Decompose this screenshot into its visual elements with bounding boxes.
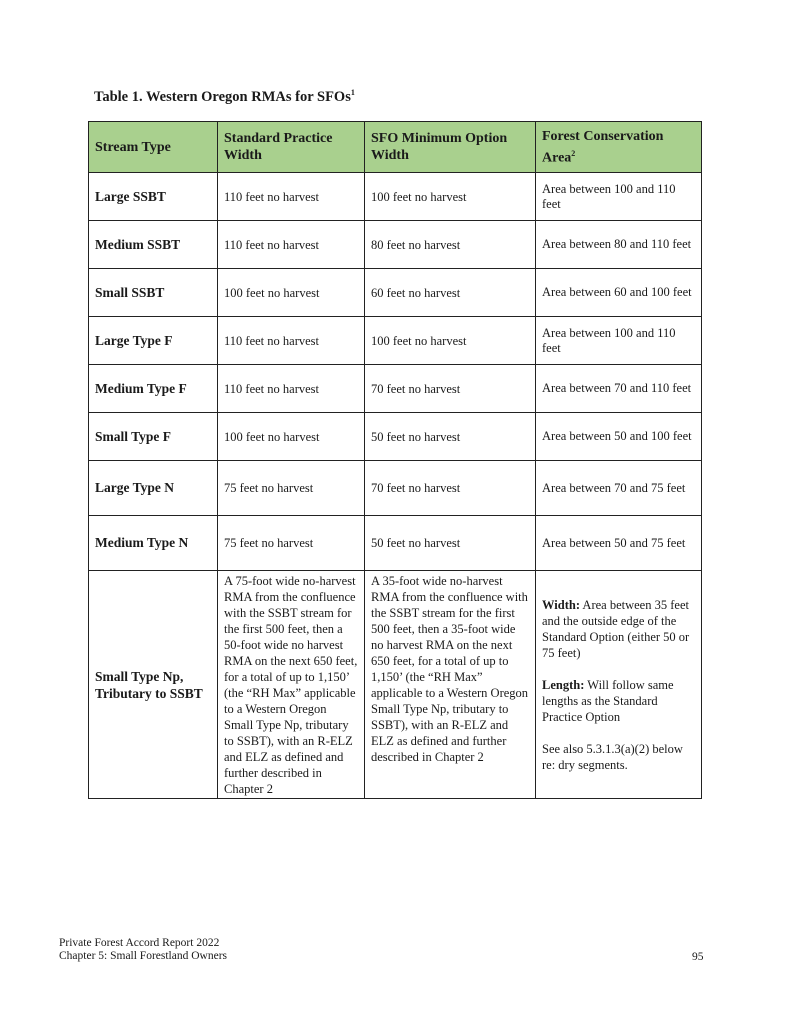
table-header-row	[89, 122, 702, 173]
table-row-np-tributary	[89, 571, 702, 799]
sfo-width-cell: 70 feet no harvest	[365, 461, 536, 516]
table-row	[89, 413, 702, 461]
conservation-area-cell: Area between 80 and 110 feet	[536, 221, 702, 269]
standard-width-cell: 75 feet no harvest	[218, 516, 365, 571]
sfo-width-cell: 80 feet no harvest	[365, 221, 536, 269]
width-label: Width:	[542, 597, 580, 612]
conservation-area-cell: Area between 70 and 110 feet	[536, 365, 702, 413]
footer-chapter: Chapter 5: Small Forestland Owners	[59, 950, 228, 962]
sfo-width-cell: 50 feet no harvest	[365, 413, 536, 461]
standard-width-cell: 110 feet no harvest	[218, 317, 365, 365]
header-conservation-area	[536, 122, 702, 173]
standard-width-cell: A 75-foot wide no-harvest RMA from the confluence with the SSBT stream for the first 500 feet, then a 50-foot wide no harvest RMA on the next 650 feet, for a total of up to 1,150’ (the “RH Max” applicable to a Western Oregon Small Type Np, tributary to SSBT), with an R-ELZ and ELZ as defined and further described in Chapter 2	[218, 571, 365, 799]
length-note	[542, 677, 695, 725]
table-row	[89, 516, 702, 571]
width-text: Area between 35 feet and the outside edge of the Standard Option (either 50 or 75 feet)	[542, 597, 690, 660]
table-row	[89, 317, 702, 365]
header-sfo-min-width: SFO Minimum Option Width	[365, 122, 536, 173]
sfo-width-cell: 100 feet no harvest	[365, 317, 536, 365]
stream-type-cell: Medium SSBT	[89, 221, 218, 269]
sfo-width-cell: A 35-foot wide no-harvest RMA from the confluence with the SSBT stream for the first 500 feet, then a 35-foot wide no harvest RMA on the next 650 feet, for a total of up to 1,150’ (the “RH Max” applicable to a Western Oregon Small Type Np, tributary to SSBT), with an R-ELZ and ELZ as defined and further described in Chapter 2	[365, 571, 536, 799]
header-conservation-footnote: 2	[571, 148, 576, 158]
sfo-width-cell: 60 feet no harvest	[365, 269, 536, 317]
standard-width-cell: 75 feet no harvest	[218, 461, 365, 516]
conservation-area-cell: Area between 60 and 100 feet	[536, 269, 702, 317]
header-standard-width: Standard Practice Width	[218, 122, 365, 173]
standard-width-cell: 100 feet no harvest	[218, 413, 365, 461]
stream-type-cell: Small Type Np, Tributary to SSBT	[89, 571, 218, 799]
page-number: 95	[692, 951, 704, 963]
table-row	[89, 461, 702, 516]
standard-width-cell: 110 feet no harvest	[218, 365, 365, 413]
table-caption	[94, 88, 355, 106]
conservation-area-cell: Area between 100 and 110 feet	[536, 173, 702, 221]
table-row	[89, 269, 702, 317]
standard-width-cell: 110 feet no harvest	[218, 173, 365, 221]
conservation-area-cell: Area between 100 and 110 feet	[536, 317, 702, 365]
page-footer	[59, 937, 227, 963]
header-stream-type: Stream Type	[89, 122, 218, 173]
footer-report-title: Private Forest Accord Report 2022	[59, 937, 220, 949]
stream-type-cell: Large Type N	[89, 461, 218, 516]
table-row	[89, 173, 702, 221]
length-text: Will follow same lengths as the Standard Practice Option	[542, 677, 674, 724]
width-note	[542, 597, 695, 661]
sfo-width-cell: 50 feet no harvest	[365, 516, 536, 571]
caption-footnote: 1	[350, 88, 355, 97]
standard-width-cell: 110 feet no harvest	[218, 221, 365, 269]
header-conservation-text: Forest Conservation Area	[542, 128, 664, 166]
conservation-area-cell: Area between 50 and 100 feet	[536, 413, 702, 461]
stream-type-cell: Small SSBT	[89, 269, 218, 317]
table-row	[89, 365, 702, 413]
caption-text: Table 1. Western Oregon RMAs for SFOs	[94, 88, 351, 105]
rma-table	[88, 121, 702, 799]
sfo-width-cell: 70 feet no harvest	[365, 365, 536, 413]
stream-type-cell: Medium Type N	[89, 516, 218, 571]
stream-type-cell: Large Type F	[89, 317, 218, 365]
see-also-note: See also 5.3.1.3(a)(2) below re: dry segments.	[542, 741, 683, 772]
stream-type-cell: Large SSBT	[89, 173, 218, 221]
sfo-width-cell: 100 feet no harvest	[365, 173, 536, 221]
table-row	[89, 221, 702, 269]
length-label: Length:	[542, 677, 585, 692]
conservation-area-cell	[536, 571, 702, 799]
conservation-area-cell: Area between 70 and 75 feet	[536, 461, 702, 516]
standard-width-cell: 100 feet no harvest	[218, 269, 365, 317]
stream-type-cell: Small Type F	[89, 413, 218, 461]
conservation-area-cell: Area between 50 and 75 feet	[536, 516, 702, 571]
stream-type-cell: Medium Type F	[89, 365, 218, 413]
